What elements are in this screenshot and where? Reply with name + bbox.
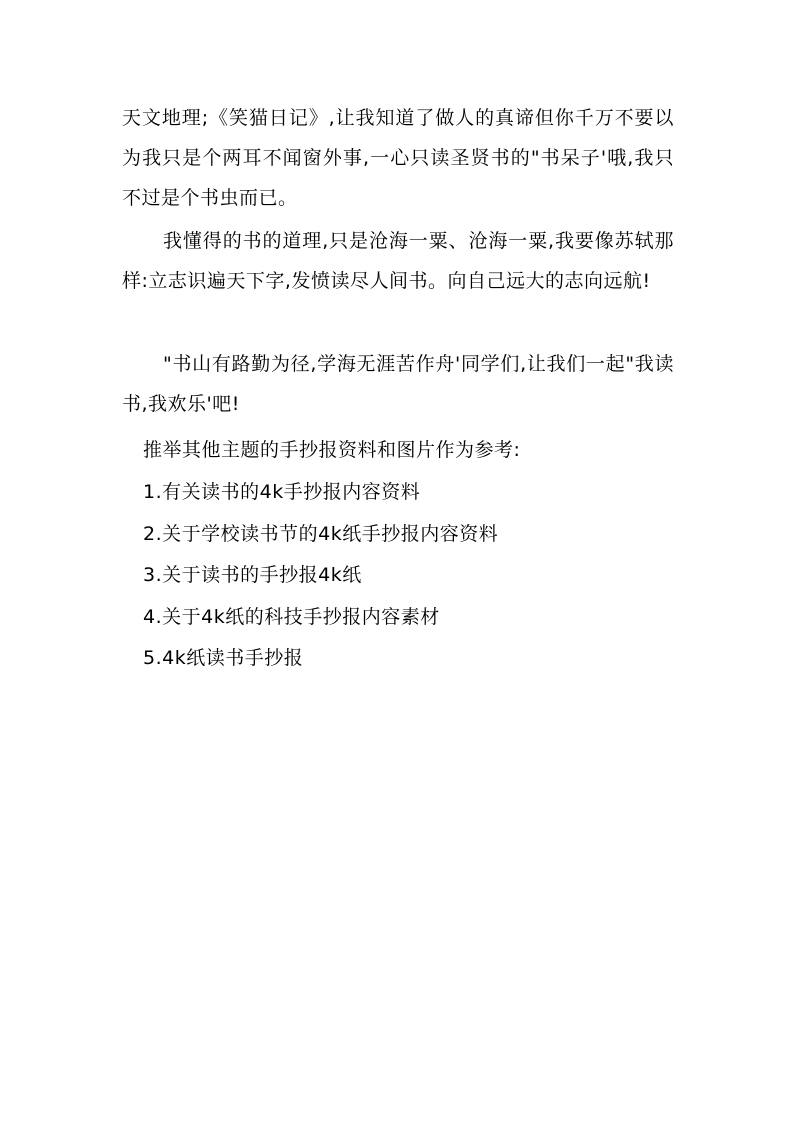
recommend-link[interactable]: 2.关于学校读书节的4k纸手抄报内容资料 (143, 522, 499, 545)
paragraph-text: "书山有路勤为径,学海无涯苦作舟'同学们,让我们一起"我读书,我欢乐'吧! (122, 353, 674, 415)
paragraph-text: 我懂得的书的道理,只是沧海一粟、沧海一粟,我要像苏轼那样:立志识遍天下字,发愤读尽人间书。向自己远大的志向远航! (122, 230, 674, 292)
paragraph-text: 天文地理;《笑猫日记》,让我知道了做人的真谛但你千万不要以为我只是个两耳不闻窗外事,一心只读圣贤书的"书呆子'哦,我只不过是个书虫而已。 (122, 107, 674, 209)
recommend-link[interactable]: 3.关于读书的手抄报4k纸 (143, 564, 362, 586)
recommend-intro: 推举其他主题的手抄报资料和图片作为参考: (143, 439, 521, 461)
paragraph-closing (122, 344, 674, 424)
recommend-link[interactable]: 4.关于4k纸的科技手抄报内容素材 (143, 605, 440, 628)
paragraph-book-wisdom (122, 221, 674, 301)
recommend-link[interactable]: 1.有关读书的4k手抄报内容资料 (143, 481, 421, 503)
recommend-link[interactable]: 5.4k纸读书手抄报 (143, 647, 304, 669)
recommend-list (143, 472, 498, 680)
paragraph-reading-experience (122, 98, 674, 218)
